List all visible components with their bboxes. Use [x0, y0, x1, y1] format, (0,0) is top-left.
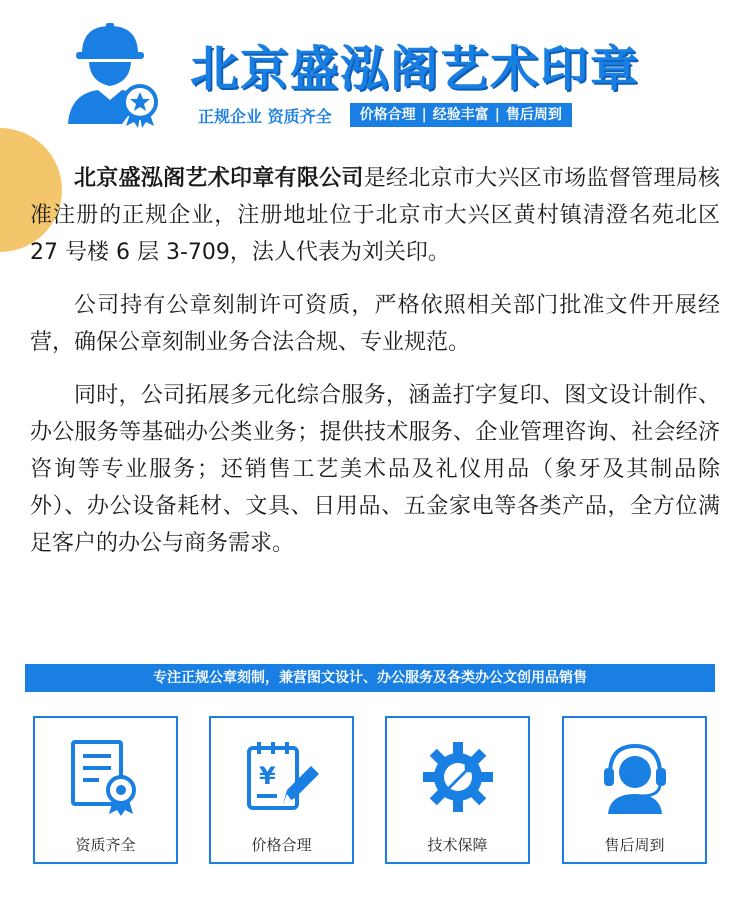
- certificate-icon: [67, 738, 145, 816]
- header: [0, 0, 750, 140]
- company-intro: [30, 160, 720, 578]
- separator: |: [494, 107, 500, 123]
- slogan-tag: 经验丰富: [432, 107, 489, 123]
- feature-label: 售后周到: [604, 836, 665, 854]
- brand-title: 北京盛泓阁艺术印章: [190, 41, 641, 97]
- svg-text:¥: ¥: [259, 762, 276, 790]
- slogan-text: 正规企业 资质齐全: [198, 106, 332, 126]
- feature-card-qualification: [33, 716, 178, 864]
- company-name: 北京盛泓阁艺术印章有限公司: [74, 166, 364, 191]
- feature-label: 价格合理: [251, 836, 312, 854]
- separator: |: [421, 107, 427, 123]
- service-banner: 专注正规公章刻制，兼营图文设计、办公服务及各类办公文创用品销售: [25, 664, 715, 692]
- feature-label: 技术保障: [427, 836, 488, 854]
- intro-paragraph-2: 公司持有公章刻制许可资质，严格依照相关部门批准文件开展经营，确保公章刻制业务合法合规、专业规范。: [30, 293, 720, 355]
- headset-support-icon: [596, 738, 674, 816]
- slogan-tag: 价格合理: [359, 107, 416, 123]
- feature-card-tech: [385, 716, 530, 864]
- feature-card-aftersales: [562, 716, 707, 864]
- intro-text: 是经北京市大兴区市场监督管理局核准注册的正规企业，注册地址位于北京市大兴区黄村镇清澄名苑北区 27 号楼 6 层 3-709，法人代表为刘关印。: [30, 166, 720, 265]
- intro-paragraph-3: 同时，公司拓展多元化综合服务，涵盖打字复印、图文设计制作、办公服务等基础办公类业务；提供技术服务、企业管理咨询、社会经济咨询等专业服务；还销售工艺美术品及礼仪用品（象牙及其制品除外）、办公设备耗材、文具、日用品、五金家电等各类产品，全方位满足客户的办公与商务需求。: [30, 383, 720, 556]
- price-edit-icon: [243, 738, 321, 816]
- feature-card-price: [209, 716, 354, 864]
- slogan-row: [198, 102, 572, 128]
- slogan-tags: [350, 103, 572, 127]
- slogan-tag: 售后周到: [505, 107, 562, 123]
- gear-wrench-icon: [419, 738, 497, 816]
- feature-label: 资质齐全: [75, 836, 136, 854]
- worker-badge-icon: [62, 20, 164, 128]
- intro-paragraph-1: [30, 160, 720, 271]
